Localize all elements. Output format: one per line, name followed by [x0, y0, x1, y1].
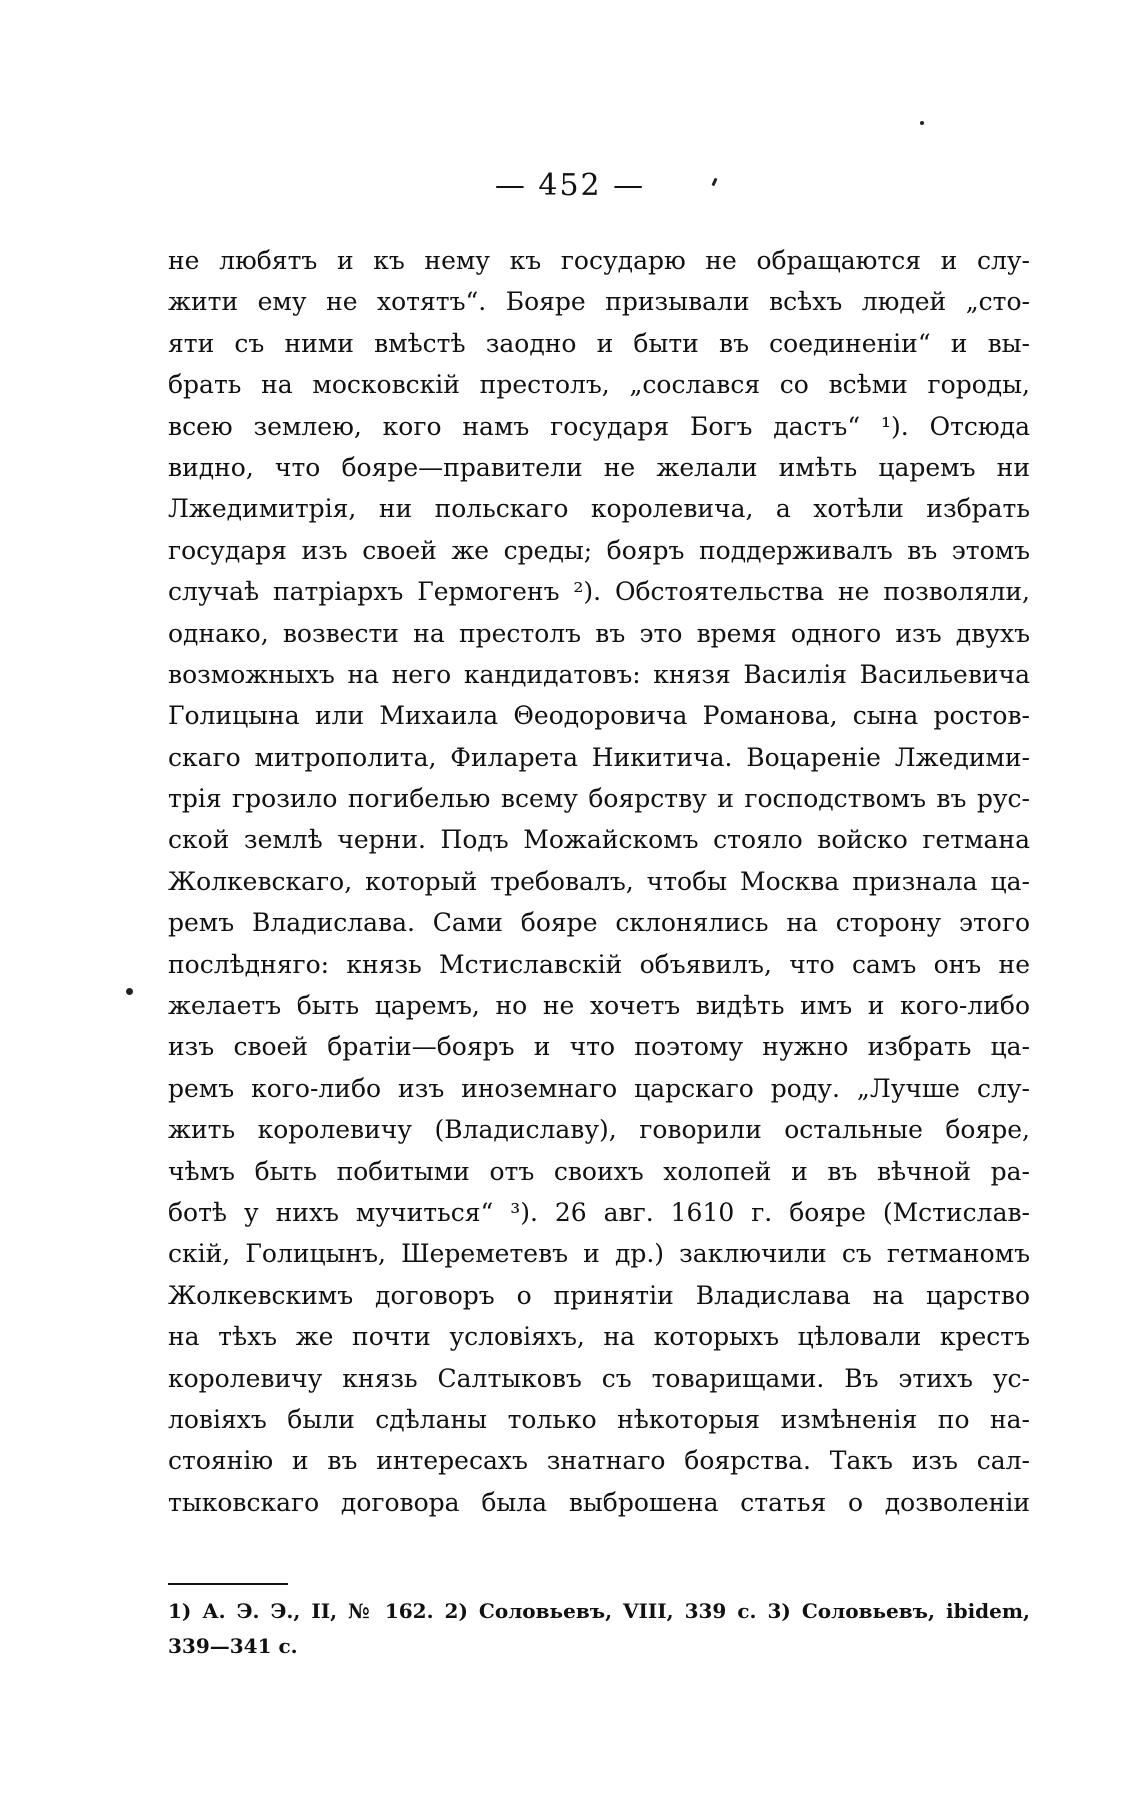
text-line: на тѣхъ же почти условiяхъ, на которыхъ цѣловали крестъ: [168, 1322, 1030, 1352]
text-line: ремъ кого-либо изъ иноземнаго царскаго роду. „Лучше слу-: [168, 1073, 1030, 1103]
text-line: возможныхъ на него кандидатовъ: князя Василiя Васильевича: [168, 659, 1030, 689]
text-line: чѣмъ быть побитыми отъ своихъ холопей и въ вѣчной ра-: [168, 1156, 1030, 1186]
text-line: яти съ ними вмѣстѣ заодно и быти въ соединенiи“ и вы-: [168, 328, 1030, 358]
text-line: государя изъ своей же среды; бояръ поддерживалъ въ этомъ: [168, 535, 1030, 565]
text-line: Лжедимитрiя, ни польскаго королевича, а хотѣли избрать: [168, 494, 1030, 524]
text-line: жити ему не хотятъ“. Бояре призывали всѣхъ людей „сто-: [168, 287, 1030, 317]
text-line: стоянiю и въ интересахъ знатнаго боярства. Такъ изъ сал-: [168, 1446, 1030, 1476]
text-line: ремъ Владислава. Сами бояре склонялись на сторону этого: [168, 908, 1030, 938]
footnote-line: 1) А. Э. Э., II, № 162. 2) Соловьевъ, VIII, 339 с. 3) Соловьевъ, ibidem,: [168, 1599, 1030, 1623]
text-line: трiя грозило погибелью всему боярству и господствомъ въ рус-: [168, 784, 1030, 814]
text-line: Голицына или Михаила Θеодоровича Романова, сына ростов-: [168, 701, 1030, 731]
text-line: ловiяхъ были сдѣланы только нѣкоторыя измѣненiя по на-: [168, 1404, 1030, 1434]
text-line: случаѣ патрiархъ Гермогенъ ²). Обстоятельства не позволяли,: [168, 577, 1030, 607]
text-line: ботѣ у нихъ мучиться“ ³). 26 авг. 1610 г. бояре (Мстислав-: [168, 1197, 1030, 1227]
text-line: желаетъ быть царемъ, но не хочетъ видѣть имъ и кого-либо: [168, 991, 1030, 1021]
text-line: Жолкевскимъ договоръ о принятiи Владислава на царство: [168, 1280, 1030, 1310]
text-line: всею землею, кого намъ государя Богъ дастъ“ ¹). Отсюда: [168, 411, 1030, 441]
text-line: Жолкевскаго, который требовалъ, чтобы Москва признала ца-: [168, 866, 1030, 896]
footnote-line: 339—341 с.: [168, 1634, 298, 1658]
text-line: брать на московскiй престолъ, „сослався со всѣми городы,: [168, 370, 1030, 400]
scan-speck: [920, 121, 924, 125]
text-line: послѣдняго: князь Мстиславскiй объявилъ, что самъ онъ не: [168, 949, 1030, 979]
text-line: королевичу князь Салтыковъ съ товарищами. Въ этихъ ус-: [168, 1363, 1030, 1393]
text-line: видно, что бояре—правители не желали имѣть царемъ ни: [168, 452, 1030, 482]
text-line: скiй, Голицынъ, Шереметевъ и др.) заключили съ гетманомъ: [168, 1239, 1030, 1269]
page-number: — 452 —: [494, 168, 646, 203]
text-line: изъ своей братiи—бояръ и что поэтому нужно избрать ца-: [168, 1032, 1030, 1062]
text-line: скаго митрополита, Филарета Никитича. Воцаренiе Лжедими-: [168, 742, 1030, 772]
text-line: не любятъ и къ нему къ государю не обращаются и слу-: [168, 246, 1030, 275]
text-line: тыковскаго договора была выброшена статья о дозволенiи: [168, 1487, 1030, 1517]
footnotes: [168, 1594, 1030, 1664]
text-line: жить королевичу (Владиславу), говорили остальные бояре,: [168, 1115, 1030, 1145]
scan-speck: [126, 988, 133, 995]
body-text: [168, 240, 1030, 1523]
text-line: ской землѣ черни. Подъ Можайскомъ стояло войско гетмана: [168, 825, 1030, 855]
text-line: однако, возвести на престолъ въ это время одного изъ двухъ: [168, 618, 1030, 648]
footnote-divider: [168, 1583, 288, 1585]
